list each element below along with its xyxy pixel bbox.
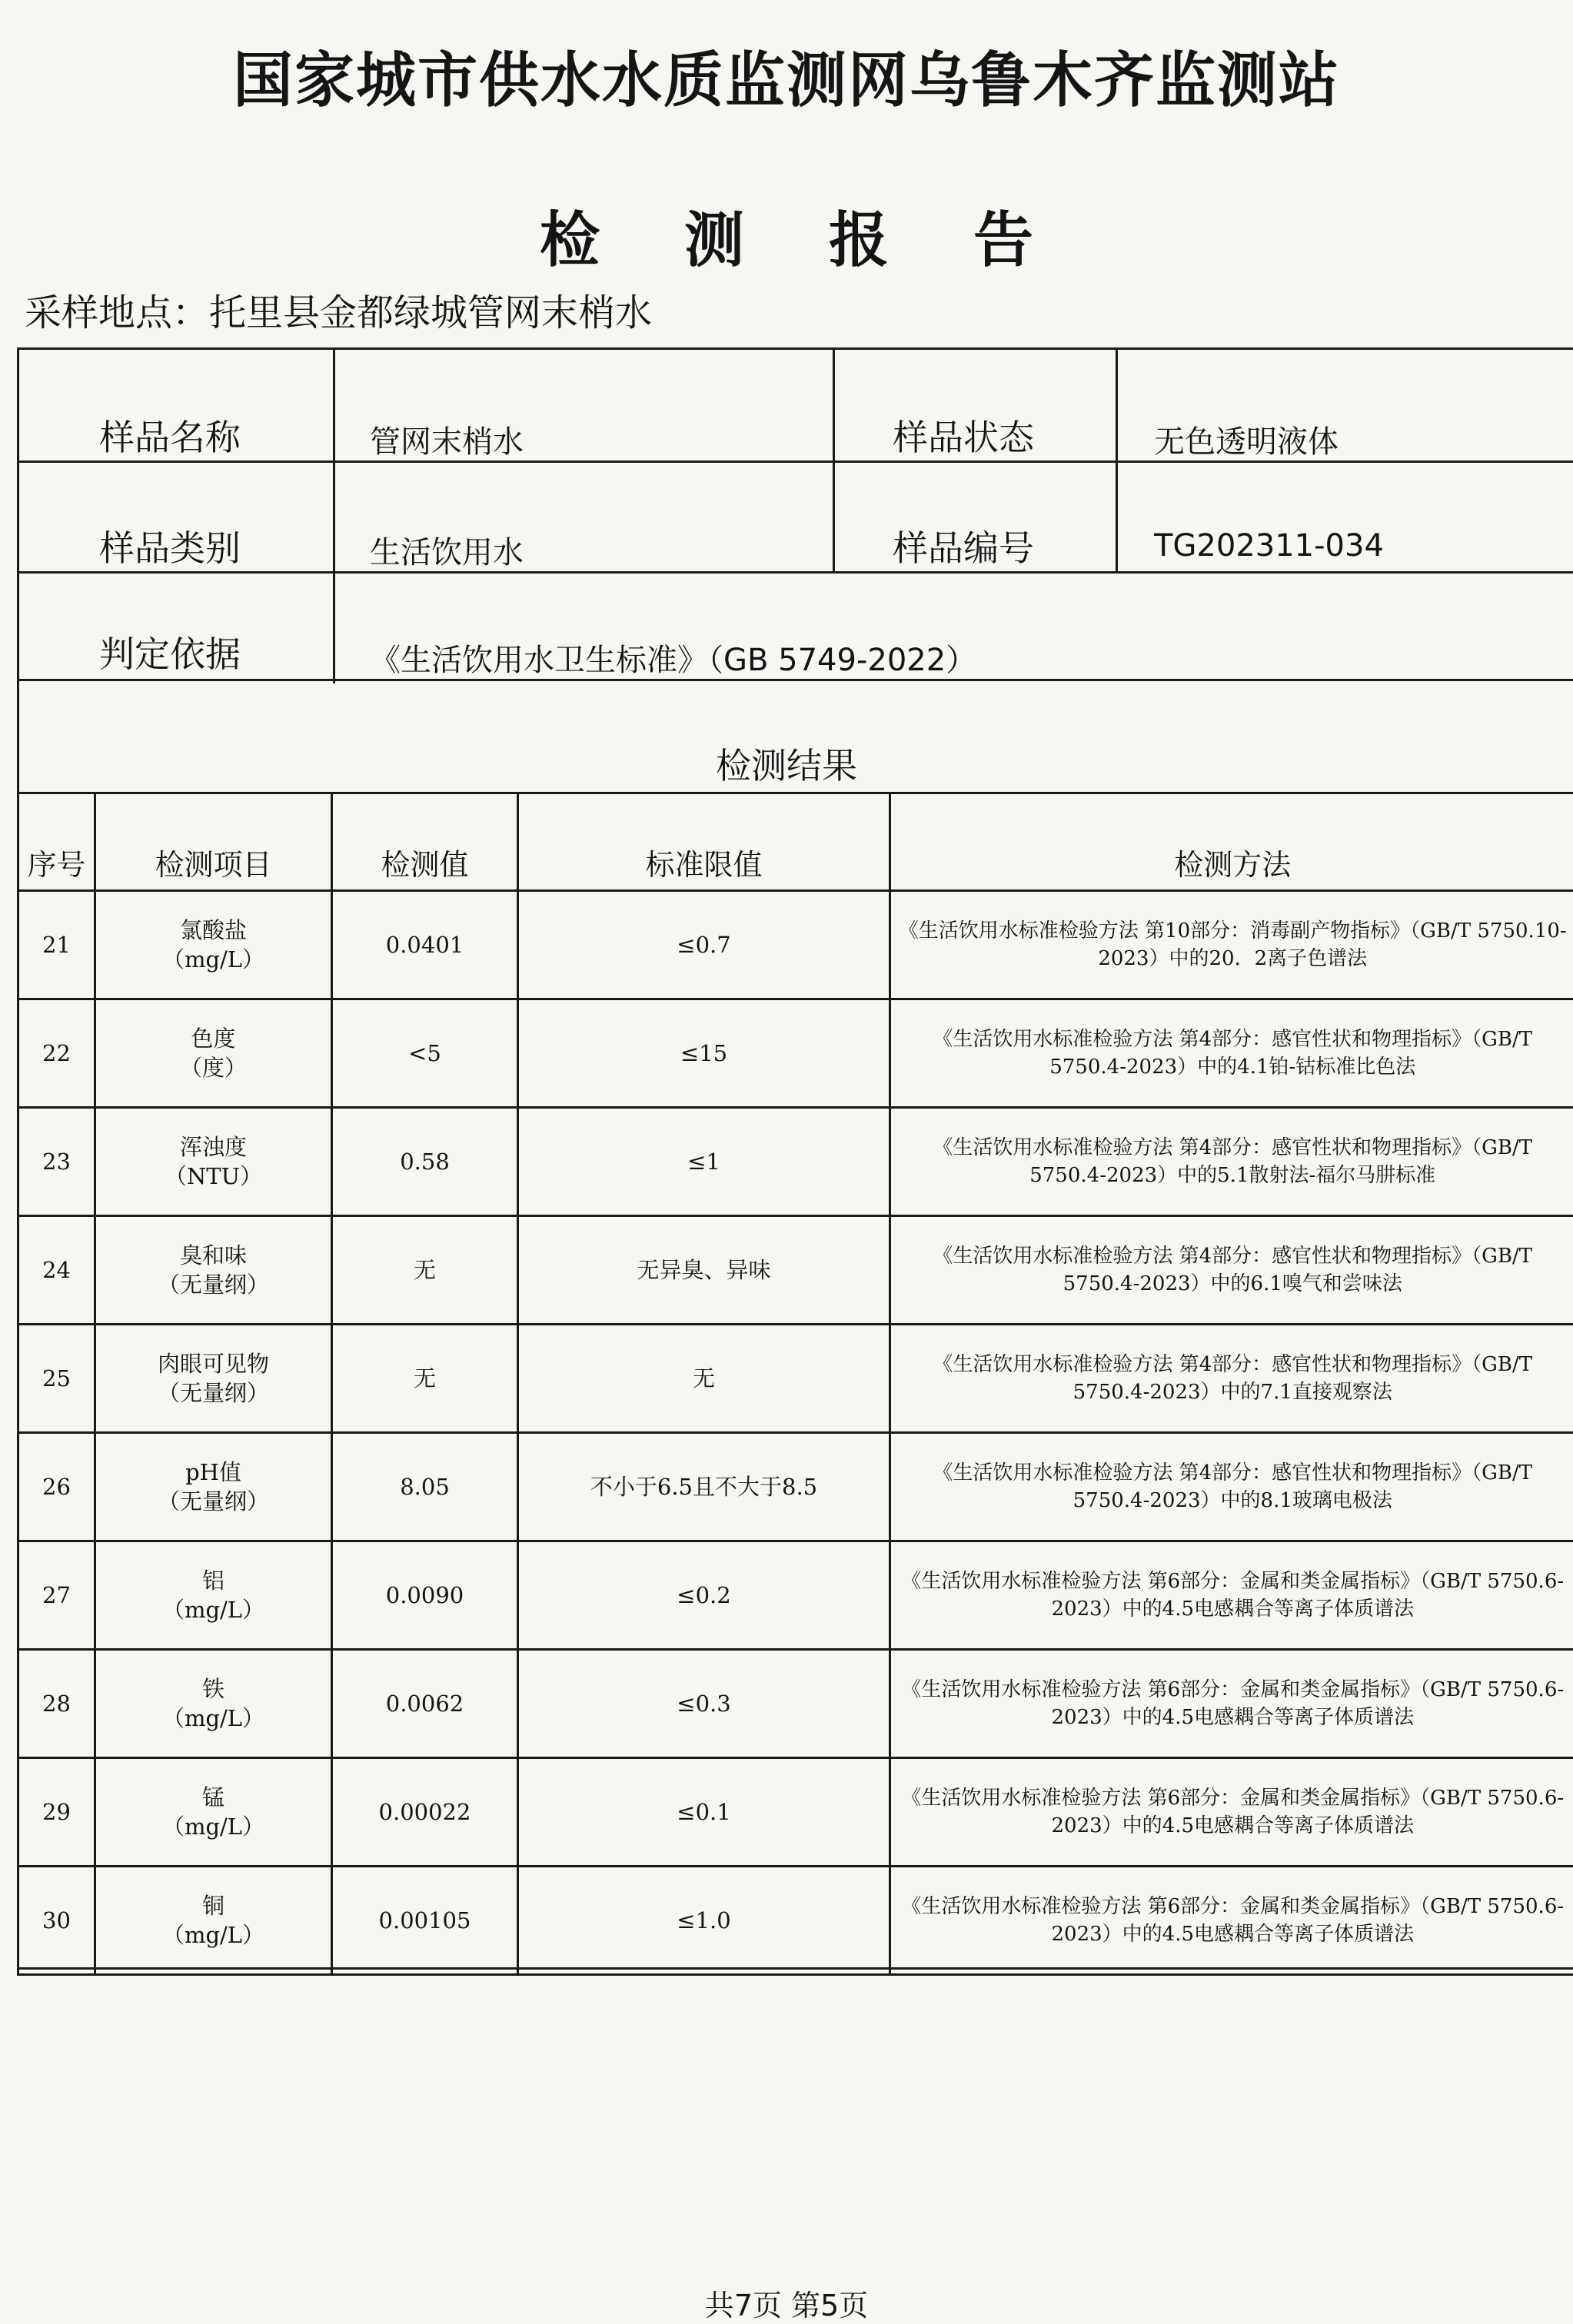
- test-item-unit: （mg/L）: [101, 945, 326, 974]
- test-item-unit: （mg/L）: [101, 1704, 326, 1733]
- page-number: 共7页 第5页: [0, 2282, 1573, 2324]
- sampling-location-label: 采样地点：: [25, 291, 209, 334]
- sample-name-value: 管网末梢水: [370, 417, 524, 461]
- column-header-item: 检测项目: [95, 793, 332, 891]
- test-value: 0.0090: [332, 1541, 518, 1650]
- test-item-name: 氯酸盐: [101, 916, 326, 945]
- organization-title: 国家城市供水水质监测网乌鲁木齐监测站: [0, 32, 1573, 118]
- test-method: 《生活饮用水标准检验方法 第6部分：金属和类金属指标》（GB/T 5750.6-2023）中的4.5电感耦合等离子体质谱法: [890, 1758, 1573, 1867]
- test-method: 《生活饮用水标准检验方法 第4部分：感官性状和物理指标》（GB/T 5750.4-2023）中的8.1玻璃电极法: [890, 1433, 1573, 1541]
- test-method: 《生活饮用水标准检验方法 第4部分：感官性状和物理指标》（GB/T 5750.4-2023）中的7.1直接观察法: [890, 1325, 1573, 1433]
- table-row: [18, 1541, 1573, 1650]
- test-item: [95, 1650, 332, 1758]
- sampling-location: [25, 283, 652, 336]
- test-value: 0.00105: [332, 1867, 518, 1975]
- test-item-name: 肉眼可见物: [101, 1349, 326, 1378]
- test-item: [95, 1433, 332, 1541]
- standard-limit: ≤15: [518, 999, 890, 1108]
- sample-type-label: 样品类别: [99, 520, 241, 571]
- test-value: 8.05: [332, 1433, 518, 1541]
- table-row: [18, 1758, 1573, 1867]
- results-body: [18, 891, 1573, 1975]
- table-row: [18, 1216, 1573, 1325]
- table-row: [18, 1325, 1573, 1433]
- test-method: 《生活饮用水标准检验方法 第4部分：感官性状和物理指标》（GB/T 5750.4-2023）中的6.1嗅气和尝味法: [890, 1216, 1573, 1325]
- sample-number-value: TG202311-034: [1154, 528, 1384, 564]
- test-value: 0.0062: [332, 1650, 518, 1758]
- test-item-name: 浑浊度: [101, 1132, 326, 1162]
- standard-limit: ≤0.2: [518, 1541, 890, 1650]
- standard-limit: ≤1.0: [518, 1867, 890, 1975]
- column-header-value: 检测值: [332, 793, 518, 891]
- sample-number-label: 样品编号: [893, 520, 1034, 571]
- test-method: 《生活饮用水标准检验方法 第10部分：消毒副产物指标》（GB/T 5750.10-2023）中的20．2离子色谱法: [890, 891, 1573, 999]
- test-item-name: 锰: [101, 1783, 326, 1812]
- test-value: 0.58: [332, 1108, 518, 1216]
- standard-limit: ≤0.3: [518, 1650, 890, 1758]
- test-item-name: 铝: [101, 1566, 326, 1595]
- test-item: [95, 999, 332, 1108]
- test-item: [95, 1325, 332, 1433]
- test-method: 《生活饮用水标准检验方法 第4部分：感官性状和物理指标》（GB/T 5750.4-2023）中的5.1散射法-福尔马肼标准: [890, 1108, 1573, 1216]
- test-item: [95, 1758, 332, 1867]
- info-col-divider: [1116, 350, 1118, 571]
- row-number: 23: [18, 1108, 95, 1216]
- column-header-method: 检测方法: [890, 793, 1573, 891]
- test-method: 《生活饮用水标准检验方法 第6部分：金属和类金属指标》（GB/T 5750.6-2023）中的4.5电感耦合等离子体质谱法: [890, 1541, 1573, 1650]
- standard-limit: 不小于6.5且不大于8.5: [518, 1433, 890, 1541]
- standard-limit: ≤0.1: [518, 1758, 890, 1867]
- info-col-divider: [333, 350, 335, 683]
- table-row: [18, 1867, 1573, 1975]
- standard-limit: ≤0.7: [518, 891, 890, 999]
- test-item: [95, 1216, 332, 1325]
- test-item-unit: （mg/L）: [101, 1920, 326, 1950]
- sample-state-value: 无色透明液体: [1154, 417, 1339, 461]
- judgment-basis-value: 《生活饮用水卫生标准》（GB 5749-2022）: [370, 636, 976, 680]
- row-number: 25: [18, 1325, 95, 1433]
- table-row: [18, 1650, 1573, 1758]
- table-row: [18, 891, 1573, 999]
- sample-name-label: 样品名称: [99, 410, 241, 460]
- table-row: [18, 1108, 1573, 1216]
- standard-limit: 无异臭、异味: [518, 1216, 890, 1325]
- info-row-divider: [19, 571, 1573, 574]
- row-number: 27: [18, 1541, 95, 1650]
- test-item-unit: （无量纲）: [101, 1270, 326, 1299]
- test-method: 《生活饮用水标准检验方法 第4部分：感官性状和物理指标》（GB/T 5750.4-2023）中的4.1铂-钴标准比色法: [890, 999, 1573, 1108]
- results-title: 检测结果: [0, 738, 1573, 789]
- info-col-divider: [833, 350, 835, 571]
- column-header-limit: 标准限值: [518, 793, 890, 891]
- row-number: 29: [18, 1758, 95, 1867]
- test-value: 无: [332, 1325, 518, 1433]
- row-number: 21: [18, 891, 95, 999]
- row-number: 28: [18, 1650, 95, 1758]
- test-item: [95, 891, 332, 999]
- standard-limit: ≤1: [518, 1108, 890, 1216]
- row-number: 30: [18, 1867, 95, 1975]
- test-item: [95, 1541, 332, 1650]
- test-item-unit: （度）: [101, 1053, 326, 1082]
- test-value: 0.0401: [332, 891, 518, 999]
- results-table: [17, 792, 1573, 1976]
- judgment-basis-label: 判定依据: [99, 627, 241, 677]
- test-item-unit: （mg/L）: [101, 1812, 326, 1841]
- sample-state-label: 样品状态: [893, 410, 1034, 460]
- test-item-unit: （无量纲）: [101, 1378, 326, 1408]
- test-value: <5: [332, 999, 518, 1108]
- test-item-name: 铁: [101, 1674, 326, 1704]
- test-method: 《生活饮用水标准检验方法 第6部分：金属和类金属指标》（GB/T 5750.6-2023）中的4.5电感耦合等离子体质谱法: [890, 1867, 1573, 1975]
- test-item: [95, 1867, 332, 1975]
- report-title: 检测报告: [0, 192, 1573, 278]
- table-row: [18, 999, 1573, 1108]
- sample-type-value: 生活饮用水: [370, 528, 524, 572]
- test-item-unit: （无量纲）: [101, 1487, 326, 1516]
- test-item-name: 臭和味: [101, 1241, 326, 1270]
- sampling-location-value: 托里县金都绿城管网末梢水: [209, 291, 652, 334]
- test-method: 《生活饮用水标准检验方法 第6部分：金属和类金属指标》（GB/T 5750.6-2023）中的4.5电感耦合等离子体质谱法: [890, 1650, 1573, 1758]
- row-number: 22: [18, 999, 95, 1108]
- results-header-row: [18, 793, 1573, 891]
- test-item-name: pH值: [101, 1458, 326, 1487]
- test-value: 0.00022: [332, 1758, 518, 1867]
- row-number: 26: [18, 1433, 95, 1541]
- table-row: [18, 1433, 1573, 1541]
- test-item-name: 色度: [101, 1024, 326, 1053]
- test-item-name: 铜: [101, 1891, 326, 1920]
- test-item-unit: （NTU）: [101, 1162, 326, 1191]
- info-row-divider: [19, 460, 1573, 463]
- test-item: [95, 1108, 332, 1216]
- test-value: 无: [332, 1216, 518, 1325]
- test-item-unit: （mg/L）: [101, 1595, 326, 1624]
- row-number: 24: [18, 1216, 95, 1325]
- column-header-no: 序号: [18, 793, 95, 891]
- sample-info-table: [17, 347, 1573, 681]
- standard-limit: 无: [518, 1325, 890, 1433]
